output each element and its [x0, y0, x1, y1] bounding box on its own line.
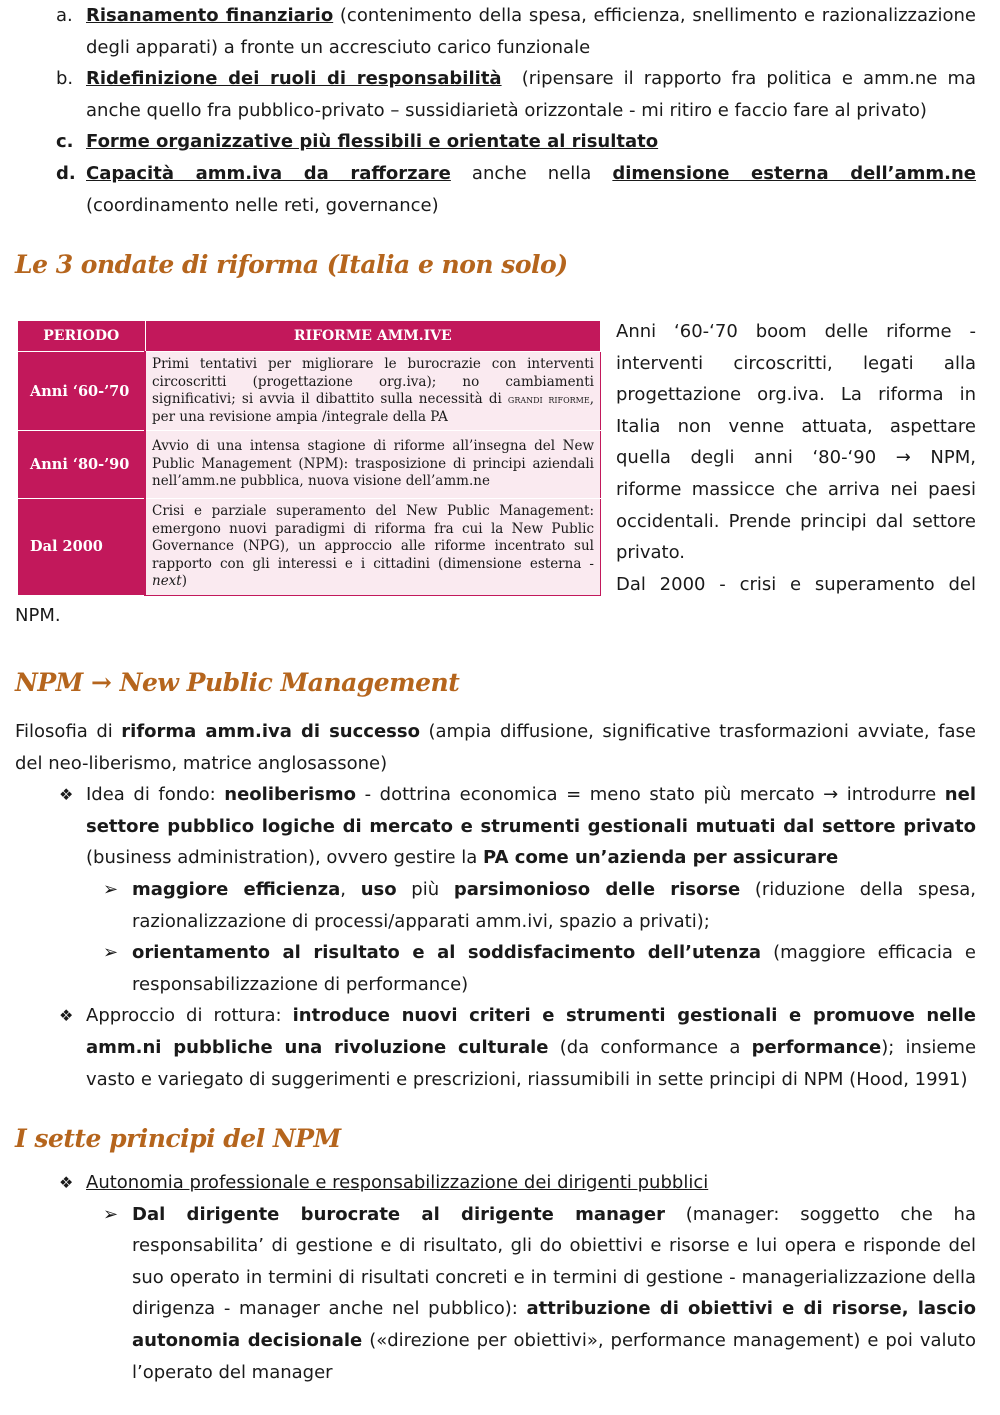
seven-principles-body: [15, 1167, 976, 1388]
list-item-title: Ridefinizione dei ruoli di responsabilità: [86, 68, 502, 90]
list-item-title: Risanamento finanziario: [86, 5, 334, 26]
table-header: PERIODO: [18, 321, 146, 352]
list-item-title-2: dimensione esterna dell’amm.ne: [612, 162, 977, 184]
list-item-title: Capacità amm.iva da rafforzare: [86, 162, 451, 184]
arrow-bullet-icon: ➢: [103, 1203, 119, 1225]
table-header-row: [18, 321, 601, 352]
list-item: d. Capacità amm.iva da rafforzare anche nella dimensione esterna dell’amm.ne (coordinamento nelle reti, governance): [56, 162, 977, 216]
list-item-title: Forme organizzative più flessibili e orientate al risultato: [86, 131, 659, 153]
sub-bullet-item: ➢ Dal dirigente burocrate al dirigente manager (manager: soggetto che ha responsabilita’ di gestione e di risultato, gli do obiettivi e risorse e lui opera e risponde del suo operato in termini di risultati concreti e in termini di gestione - managerializzazione della dirigenza - manager anche nel pubblico): attribuzione di obiettivi e di risorse, lascio autonomia decisionale («direzione per obiettivi», performance management) e poi valuto l’operato del manager: [15, 1199, 976, 1389]
list-item: c. Forme organizzative più flessibili e orientate al risultato: [56, 131, 659, 153]
section-heading: I sette principi del NPM: [15, 1124, 341, 1153]
reform-waves-table: [17, 320, 601, 596]
table-row: [18, 352, 601, 431]
table-cell-period: Dal 2000: [18, 499, 146, 596]
sub-bullet-item: ➢ maggiore efficienza, uso più parsimonioso delle risorse (riduzione della spesa, razionalizzazione di processi/apparati amm.ivi, spazio a privati);: [15, 874, 976, 937]
table-row: [18, 499, 601, 596]
bullet-item: ❖ Idea di fondo: neoliberismo - dottrina economica = meno stato più mercato → introdurre nel settore pubblico logiche di mercato e strumenti gestionali mutuati dal settore privato (business administration), ovvero gestire la PA come un’azienda per assicurare: [15, 779, 976, 874]
table-header: RIFORME AMM.IVE: [145, 321, 601, 352]
npm-section-body: [15, 716, 976, 1095]
section-heading: Le 3 ondate di riforma (Italia e non solo): [15, 250, 568, 279]
table-row: [18, 431, 601, 499]
bullet-item: ❖ Approccio di rottura: introduce nuovi criteri e strumenti gestionali e promuove nelle amm.ni pubbliche una rivoluzione culturale (da conformance a performance); insieme vasto e variegato di suggerimenti e prescrizioni, riassumibili in sette principi di NPM (Hood, 1991): [15, 1000, 976, 1095]
section-heading: NPM → New Public Management: [15, 668, 460, 697]
paragraph-continuation: NPM.: [15, 605, 61, 626]
arrow-bullet-icon: ➢: [103, 942, 119, 964]
table-cell-period: Anni ‘80-’90: [18, 431, 146, 499]
diamond-bullet-icon: ❖: [59, 1173, 74, 1192]
table-cell-text: Primi tentativi per migliorare le burocrazie con interventi circoscritti (progettazione org.iva); no cambiamenti significativi; si avvia il dibattito sulla necessità di grandi riforme, per una revisione ampia /integrale della PA: [145, 352, 601, 431]
reform-waves-commentary: [616, 316, 976, 600]
sub-bullet-item: ➢ orientamento al risultato e al soddisfacimento dell’utenza (maggiore efficacia e responsabilizzazione di performance): [15, 937, 976, 1000]
table-cell-text: Avvio di una intensa stagione di riforme all’insegna del New Public Management (NPM): trasposizione di principi aziendali nell’amm.ne pubblica, nuova visione dell’amm.ne: [145, 431, 601, 499]
paragraph: Filosofia di riforma amm.iva di successo (ampia diffusione, significative trasformazioni avviate, fase del neo-liberismo, matrice anglosassone): [15, 721, 976, 774]
arrow-bullet-icon: ➢: [103, 878, 119, 900]
reform-goals-list: [15, 0, 982, 221]
diamond-bullet-icon: ❖: [59, 785, 74, 805]
table-cell-period: Anni ‘60-’70: [18, 352, 146, 431]
list-item: b. Ridefinizione dei ruoli di responsabilità (ripensare il rapporto fra politica e amm.ne ma anche quello fra pubblico-privato – sussidiarietà orizzontale - mi ritiro e faccio fare al privato): [56, 68, 982, 121]
list-item: a. Risanamento finanziario (contenimento della spesa, efficienza, snellimento e razionalizzazione degli apparati) a fronte un accresciuto carico funzionale: [56, 5, 976, 58]
paragraph: Dal 2000 - crisi e superamento del: [616, 573, 976, 595]
paragraph: Anni ‘60-‘70 boom delle riforme - interventi circoscritti, legati alla progettazione org.iva. La riforma in Italia non venne attuata, aspettare quella degli anni ‘80-‘90 → NPM, riforme massicce che arriva nei paesi occidentali. Prende principi dal settore privato.: [616, 321, 976, 564]
bullet-item: ❖ Autonomia professionale e responsabilizzazione dei dirigenti pubblici: [15, 1167, 976, 1199]
table-cell-text: Crisi e parziale superamento del New Public Management: emergono nuovi paradigmi di riforma fra cui la New Public Governance (NPG), un approccio alle riforme incentrato sul rapporto con gli interessi e i cittadini (dimensione esterna - next): [145, 499, 601, 596]
diamond-bullet-icon: ❖: [59, 1006, 74, 1026]
